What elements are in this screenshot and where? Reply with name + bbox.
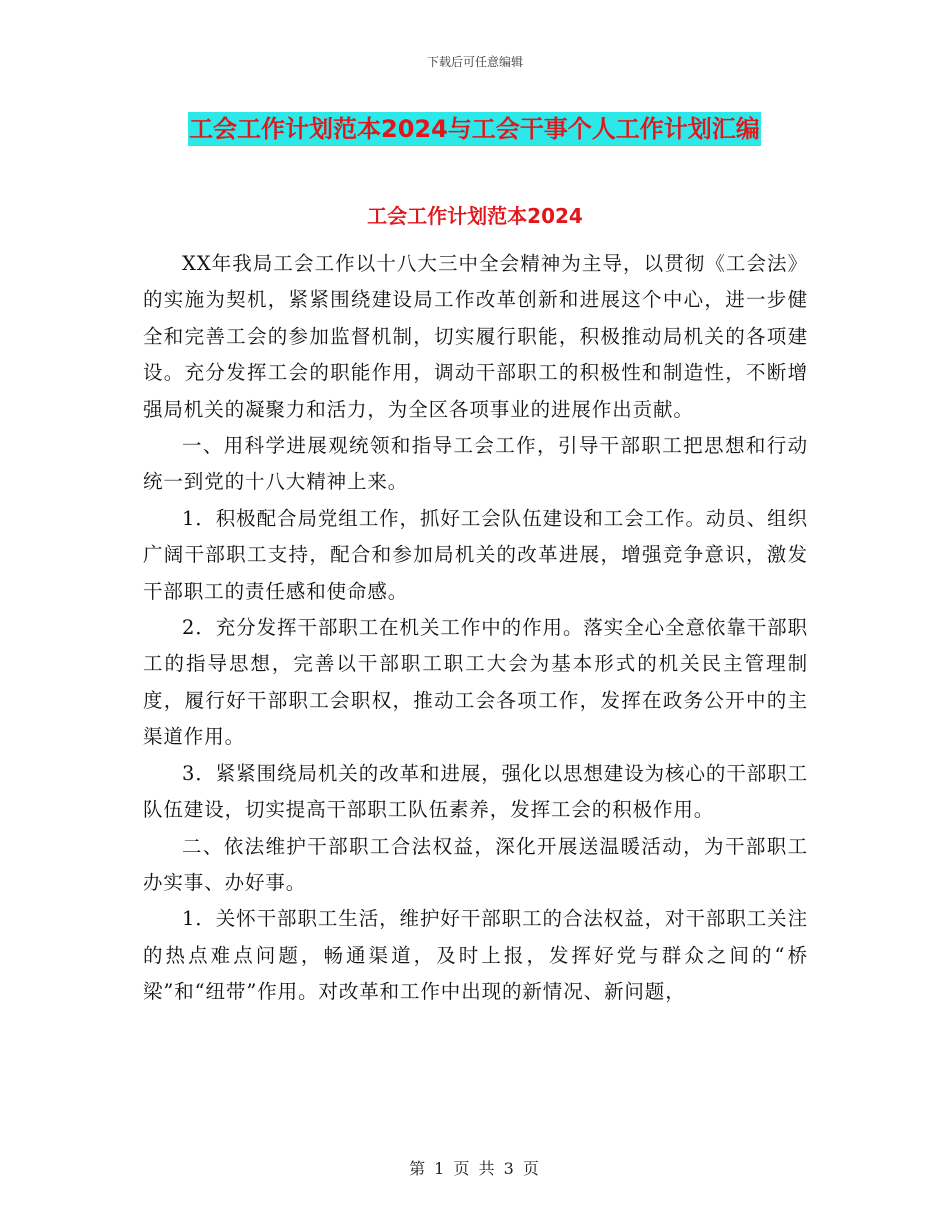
section-title: 工会工作计划范本2024 [367, 204, 583, 228]
paragraph: 二、依法维护干部职工合法权益，深化开展送温暖活动，为干部职工办实事、办好事。 [143, 834, 808, 894]
page-footer: 第 1 页 共 3 页 [409, 1159, 541, 1178]
paragraph: XX年我局工会工作以十八大三中全会精神为主导，以贯彻《工会法》的实施为契机，紧紧围绕建设局工作改革创新和进展这个中心，进一步健全和完善工会的参加监督机制，切实履行职能，积极推动局机关的各项建设。充分发挥工会的职能作用，调动干部职工的积极性和制造性，不断增强局机关的凝聚力和活力，为全区各项事业的进展作出贡献。 [143, 252, 808, 421]
paragraph: 1．积极配合局党组工作，抓好工会队伍建设和工会工作。动员、组织广阔干部职工支持，配合和参加局机关的改革进展，增强竞争意识，激发干部职工的责任感和使命感。 [143, 506, 808, 603]
main-title-container [188, 112, 806, 146]
header-note: 下载后可任意编辑 [426, 55, 523, 69]
paragraph: 一、用科学进展观统领和指导工会工作，引导干部职工把思想和行动统一到党的十八大精神上来。 [143, 434, 808, 494]
document-body [143, 246, 808, 1011]
paragraph: 2．充分发挥干部职工在机关工作中的作用。落实全心全意依靠干部职工的指导思想，完善以干部职工职工大会为基本形式的机关民主管理制度，履行好干部职工会职权，推动工会各项工作，发挥在政务公开中的主渠道作用。 [143, 616, 808, 749]
paragraph: 3．紧紧围绕局机关的改革和进展，强化以思想建设为核心的干部职工队伍建设，切实提高干部职工队伍素养，发挥工会的积极作用。 [143, 761, 808, 822]
paragraph: 1．关怀干部职工生活，维护好干部职工的合法权益，对干部职工关注的热点难点问题，畅通渠道，及时上报，发挥好党与群众之间的“桥梁”和“纽带”作用。对改革和工作中出现的新情况、新问题， [143, 907, 808, 1004]
main-title: 工会工作计划范本2024与工会干事个人工作计划汇编 [188, 112, 761, 146]
